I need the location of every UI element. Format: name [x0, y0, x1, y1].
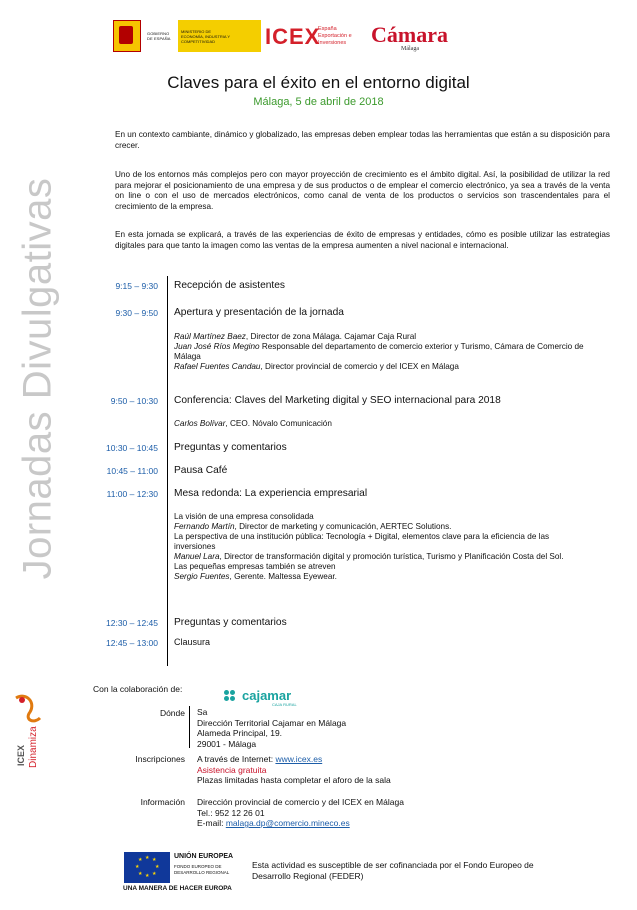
intro-paragraph-1: En un contexto cambiante, dinámico y globalizado, las empresas deben emplear todas las herramientas que están a su disposición para crecer.	[115, 130, 610, 150]
mesa-topic: Las pequeñas empresas también se atreven	[174, 562, 336, 571]
donde-divider	[189, 706, 190, 748]
speaker-line	[174, 362, 594, 372]
cajamar-logo-sub: CAJA RURAL	[272, 702, 297, 707]
icex-logo	[265, 22, 352, 54]
cajamar-logo-word: cajamar	[242, 688, 292, 703]
conferencia-speaker	[174, 419, 594, 429]
speaker-name: Fernando Martín	[174, 522, 235, 531]
schedule-time: 11:00 – 12:30	[106, 489, 158, 499]
speaker-line	[174, 342, 594, 362]
schedule-event: Pausa Café	[174, 465, 228, 476]
ministry-logo-text: MINISTERIO DE ECONOMÍA, INDUSTRIA Y COMPETITIVIDAD	[181, 28, 230, 44]
inscripciones-label: Inscripciones	[135, 754, 185, 764]
schedule-event: Preguntas y comentarios	[174, 442, 287, 453]
apertura-speakers	[174, 332, 594, 372]
informacion-value	[197, 797, 527, 829]
speaker-role: , CEO. Nóvalo Comunicación	[225, 419, 332, 428]
schedule-time: 10:30 – 10:45	[106, 443, 158, 453]
eu-fund-name: FONDO EUROPEO DE DESARROLLO REGIONAL	[174, 864, 230, 875]
email-link[interactable]: malaga.dp@comercio.mineco.es	[225, 818, 350, 828]
dinamiza-word-text: Dinamiza	[28, 726, 39, 768]
speaker-name: Manuel Lara	[174, 552, 220, 561]
schedule-divider	[167, 276, 168, 666]
speaker-line	[174, 522, 584, 532]
icex-website-link[interactable]: www.icex.es	[275, 754, 323, 764]
schedule-time: 9:30 – 9:50	[115, 308, 158, 318]
free-attendance-text: Asistencia gratuita	[197, 764, 267, 775]
mesa-topic: La perspectiva de una institución pública: Tecnología + Digital, elementos clave para la eficiencia de las inversiones	[174, 532, 550, 551]
schedule-time: 10:45 – 11:00	[106, 466, 158, 476]
speaker-line	[174, 552, 584, 562]
speaker-name: Juan José Ríos Megino	[174, 342, 260, 351]
dinamiza-icex-text: ICEX	[16, 744, 26, 766]
speaker-name: Sergio Fuentes	[174, 572, 230, 581]
speaker-name: Rafael Fuentes Candau	[174, 362, 261, 371]
schedule-event: Recepción de asistentes	[174, 280, 285, 291]
speaker-role: , Director de marketing y comunicación, AERTEC Solutions.	[234, 522, 452, 531]
intro-paragraph-2: Uno de los entornos más complejos pero con mayor proyección de crecimiento es el ámbito digital. Así, la posibilidad de utilizar la red para mejorar el posicionamiento de una empresa y de sus productos o de emplear el comercio electrónico, ya sea a través de la venta on line o con el uso de mercados electrónicos, como canal de venta de los productos o servicios son trascendentales para el crecimiento de la empresa.	[115, 170, 610, 211]
informacion-line: Dirección provincial de comercio y del ICEX en Málaga	[197, 797, 404, 807]
email-line	[197, 818, 527, 829]
informacion-label: Información	[140, 797, 185, 807]
schedule-time: 9:50 – 10:30	[110, 396, 158, 406]
schedule-event: Conferencia: Claves del Marketing digital y SEO internacional para 2018	[174, 395, 501, 406]
schedule-event: Preguntas y comentarios	[174, 617, 287, 628]
coat-of-arms-icon	[113, 20, 141, 52]
intro-paragraph-3: En esta jornada se explicará, a través de las experiencias de éxito de empresas y entidades, cómo es posible utilizar las estrategias digitales para que tanto la imagen como las ventas de la empresa aumenten a nivel nacional e internacional.	[115, 230, 610, 250]
speaker-name: Carlos Bolívar	[174, 419, 226, 428]
icex-logo-word: ICEX	[265, 24, 321, 49]
informacion-line: Tel.: 952 12 26 01	[197, 807, 265, 818]
speaker-line	[174, 332, 594, 342]
inscripciones-value	[197, 754, 527, 786]
gov-logo-text: GOBIERNO DE ESPAÑA	[147, 31, 171, 41]
inscripciones-prefix: A través de Internet:	[197, 754, 276, 764]
donde-line: Dirección Territorial Cajamar en Málaga	[197, 717, 347, 728]
speaker-role: , Director provincial de comercio y del ICEX en Málaga	[260, 362, 459, 371]
cajamar-logo	[224, 688, 304, 708]
schedule-event: Apertura y presentación de la jornada	[174, 307, 344, 318]
schedule-time: 9:15 – 9:30	[115, 281, 158, 291]
mesa-redonda-details	[174, 512, 584, 582]
gobierno-logo	[113, 20, 263, 52]
eu-motto: UNA MANERA DE HACER EUROPA	[123, 885, 232, 892]
limited-seats-text: Plazas limitadas hasta completar el aforo de la sala	[197, 775, 391, 785]
page-title: Claves para el éxito en el entorno digital	[167, 73, 470, 92]
schedule-event: Mesa redonda: La experiencia empresarial	[174, 488, 368, 499]
cajamar-people-icon	[224, 690, 238, 704]
speaker-line	[174, 572, 584, 582]
speaker-role: Responsable del departamento de comercio exterior y Turismo, Cámara de Comercio de Málaga	[174, 342, 584, 361]
feder-notice: Esta actividad es susceptible de ser cofinanciada por el Fondo Europeo de Desarrollo Regional (FEDER)	[252, 860, 534, 881]
eu-flag-icon: ★ ★ ★ ★ ★ ★ ★ ★	[124, 852, 170, 883]
speaker-role: , Director de transformación digital y promoción turística, Turismo y Planificación Costa del Sol.	[219, 552, 564, 561]
mesa-topic: La visión de una empresa consolidada	[174, 512, 314, 521]
donde-line: Sa	[197, 707, 208, 717]
camara-logo-word: Cámara	[371, 22, 448, 47]
speaker-role: , Gerente. Maltessa Eyewear.	[229, 572, 337, 581]
inscripciones-line	[197, 754, 527, 765]
collaboration-label: Con la colaboración de:	[93, 684, 183, 694]
donde-line: 29001 - Málaga	[197, 738, 257, 749]
eu-title: UNIÓN EUROPEA	[174, 853, 234, 860]
schedule-event: Clausura	[174, 637, 211, 647]
speaker-role: , Director de zona Málaga. Cajamar Caja Rural	[245, 332, 417, 341]
camara-logo	[371, 22, 471, 54]
icex-dinamiza-logo	[10, 690, 50, 770]
schedule-time: 12:45 – 13:00	[106, 638, 158, 648]
email-prefix: E-mail:	[197, 818, 226, 828]
donde-label: Dónde	[159, 708, 185, 718]
schedule-time: 12:30 – 12:45	[106, 618, 158, 628]
camara-logo-sub: Málaga	[401, 46, 419, 52]
page-subtitle: Málaga, 5 de abril de 2018	[253, 96, 384, 108]
side-vertical-title: Jornadas Divulgativas	[15, 177, 60, 580]
donde-line: Alameda Principal, 19.	[197, 728, 283, 738]
donde-value	[197, 707, 527, 749]
speaker-name: Raúl Martínez Baez	[174, 332, 246, 341]
icex-logo-sub: España Exportación e Inversiones	[318, 26, 352, 46]
